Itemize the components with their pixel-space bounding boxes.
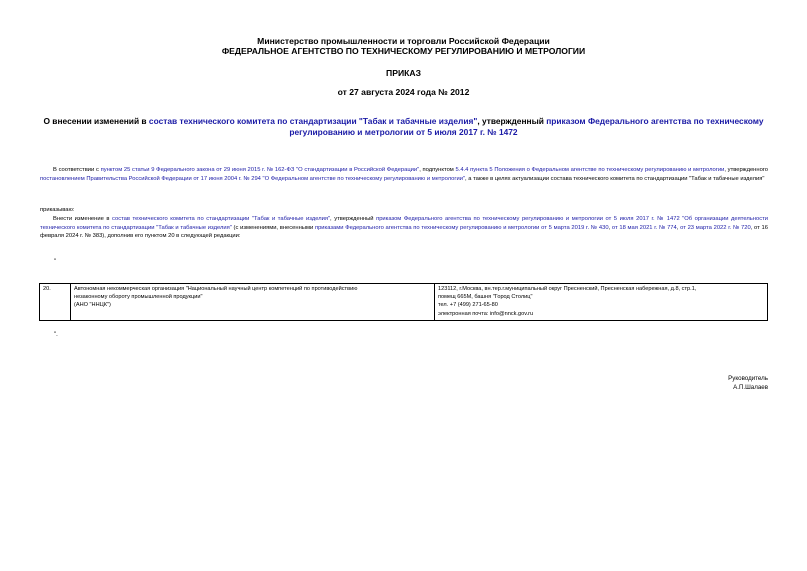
link-order-430[interactable]: приказами Федерального агентства по техническому регулированию и метрологии от 5 марта 2019 г. № 430 <box>314 224 609 231</box>
quote-open: " <box>54 259 57 265</box>
org-line: (АНО "ННЦК") <box>74 302 111 309</box>
row-number: 20. <box>40 284 71 321</box>
ministry-name: Министерство промышленности и торговли Российской Федерации <box>257 36 550 46</box>
signature-name: А.П.Шалаев <box>733 384 768 391</box>
email-line: электронная почта: info@nnck.gov.ru <box>438 310 534 317</box>
title-link-order[interactable]: приказом Федерального агентства по техническому регулированию и метрологии от 5 июля 2017 г. № 1472 <box>289 116 764 137</box>
document-type: ПРИКАЗ <box>386 68 421 78</box>
org-line: незаконному обороту промышленной продукции" <box>74 294 203 301</box>
org-line: Автономная некоммерческая организация "Национальный научный центр компетенций по противодействию <box>74 286 358 292</box>
preamble-text-1: В соответствии с <box>53 167 101 173</box>
address-line: 123112, г.Москва, вн.тер.г.муниципальный округ Пресненский, Пресненская набережная, д.8, стр.1, <box>438 286 697 292</box>
link-order-1472[interactable]: приказом Федерального агентства по техническому регулированию и метрологии от 5 июля 2017 г. № 1472 "Об организации деятельности технического комитета по стандартизации "Табак и табачные изделия" <box>40 216 768 231</box>
link-committee-composition[interactable]: состав технического комитета по стандартизации "Табак и табачные изделия" <box>112 216 331 222</box>
link-order-774[interactable]: от 18 мая 2021 г. № 774 <box>611 224 677 231</box>
title-link-committee[interactable]: состав технического комитета по стандартизации "Табак и табачные изделия" <box>148 116 478 126</box>
address-line: помещ 665М, башня "Город Столиц" <box>438 294 533 301</box>
title-text-1: О внесении изменений в <box>43 116 149 126</box>
amend-text-4: , <box>608 224 612 231</box>
amend-text-6: , от 16 февраля 2024 г. № 383), дополнив его пунктом 20 в следующей редакции: <box>40 224 768 240</box>
phone-line: тел. +7 (499) 271-65-80 <box>438 302 498 309</box>
preamble-paragraph <box>40 166 768 183</box>
link-order-720[interactable]: от 23 марта 2022 г. № 720 <box>680 224 751 231</box>
link-regulation-item[interactable]: 5.4.4 пункта 5 Положения о Федеральном агентстве по техническому регулированию и метрологии <box>455 167 725 173</box>
link-federal-law[interactable]: пунктом 25 статьи 9 Федерального закона от 29 июня 2015 г. № 162-ФЗ "О стандартизации в Российской Федерации" <box>100 167 420 173</box>
table-row <box>40 284 768 321</box>
agency-name: ФЕДЕРАЛЬНОЕ АГЕНТСТВО ПО ТЕХНИЧЕСКОМУ РЕГУЛИРОВАНИЮ И МЕТРОЛОГИИ <box>221 46 586 56</box>
amend-text-5: , <box>676 224 681 231</box>
order-word: приказываю: <box>40 207 75 213</box>
link-government-decree[interactable]: постановлением Правительства Российской Федерации от 17 июня 2004 г. № 294 "О Федеральном агентстве по техническому регулированию и метрологии" <box>40 175 466 182</box>
amend-text-2: , утвержденный <box>330 216 377 222</box>
document-date-number: от 27 августа 2024 года № 2012 <box>337 87 470 97</box>
address-cell <box>435 284 768 321</box>
amendment-paragraph <box>40 215 768 241</box>
preamble-text-4: , а также в целях актуализации состава технического комитета по стандартизации "Табак и табачные изделия" <box>465 175 765 182</box>
title-text-2: , утвержденный <box>477 116 547 126</box>
quote-close: ". <box>54 332 58 338</box>
preamble-text-3: , утвержденного <box>724 167 769 173</box>
document-title <box>40 116 767 138</box>
amend-text-3: (с изменениями, внесенными <box>231 224 315 231</box>
preamble-text-2: , подпунктом <box>419 167 456 173</box>
signature-position: Руководитель <box>728 375 768 382</box>
amend-text-1: Внести изменение в <box>53 216 112 222</box>
org-cell <box>71 284 435 321</box>
amendment-table <box>39 283 768 321</box>
